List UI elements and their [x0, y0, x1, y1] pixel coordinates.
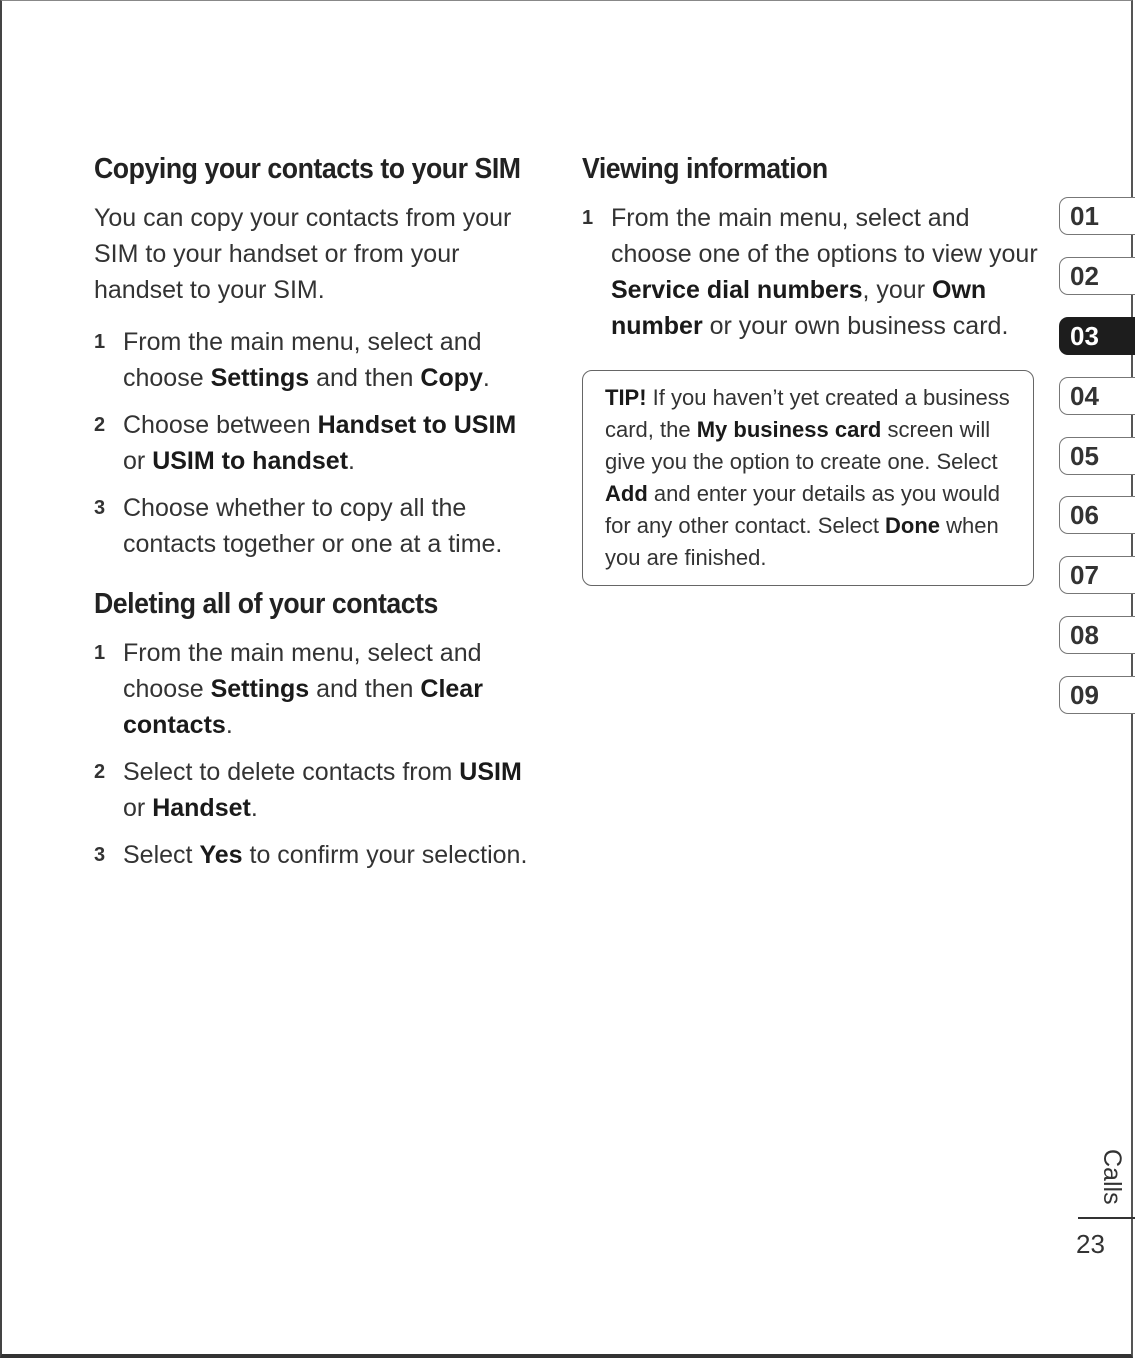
step-bold-text: Own number [611, 276, 987, 340]
step-bold-text: Yes [199, 841, 243, 869]
step-bold-text: Service dial numbers [611, 276, 863, 304]
delete-steps-list [94, 635, 544, 873]
footer-divider [1078, 1217, 1135, 1219]
step-text: Select [123, 841, 200, 869]
chapter-tab-03[interactable]: 03 [1059, 317, 1135, 355]
tip-text: If you haven’t yet created a business card, the [605, 385, 1010, 442]
step-number: 1 [582, 207, 594, 229]
section-deleting [94, 588, 544, 873]
tip-text: when you are finished. [605, 513, 999, 570]
step-bold-text: USIM [459, 758, 522, 786]
step-text: . [348, 447, 355, 475]
step-number: 2 [94, 761, 106, 783]
step-text: or your own business card. [702, 312, 1009, 340]
chapter-tab-05[interactable]: 05 [1059, 437, 1135, 475]
step-text: Choose between [123, 411, 318, 439]
tip-text: screen will give you the option to create one. Select [605, 417, 998, 474]
tip-bold-text: Add [605, 481, 648, 506]
section-heading-deleting: Deleting all of your contacts [94, 588, 438, 620]
left-column [94, 153, 544, 884]
step-text: . [250, 794, 258, 822]
tip-label: TIP! [605, 385, 647, 410]
step-number: 3 [94, 497, 106, 519]
chapter-tab-07[interactable]: 07 [1059, 556, 1135, 594]
section-heading-viewing: Viewing information [582, 153, 828, 185]
chapter-tab-06[interactable]: 06 [1059, 496, 1135, 534]
list-item [94, 407, 544, 479]
list-item [94, 490, 544, 562]
list-item [94, 635, 544, 743]
chapter-tab-01[interactable]: 01 [1059, 197, 1135, 235]
step-bold-text: Copy [420, 364, 483, 392]
step-text: and then [309, 364, 421, 392]
right-column [582, 153, 1042, 586]
tip-bold-text: My business card [696, 417, 882, 442]
step-bold-text: Settings [210, 364, 310, 392]
step-number: 2 [94, 414, 106, 436]
chapter-tab-04[interactable]: 04 [1059, 377, 1135, 415]
step-bold-text: Handset to USIM [317, 411, 517, 439]
copy-steps-list [94, 324, 544, 562]
step-text: . [482, 364, 490, 392]
page-number: 23 [1076, 1229, 1105, 1259]
step-bold-text: Clear contacts [123, 675, 483, 739]
step-bold-text: USIM to handset [152, 447, 349, 475]
step-text: Select to delete contacts from [123, 758, 460, 786]
list-item [94, 837, 544, 873]
step-number: 1 [94, 642, 106, 664]
step-text: or [123, 447, 153, 475]
tip-text: and enter your details as you would for any other contact. Select [605, 481, 1000, 538]
section-heading-copying: Copying your contacts to your SIM [94, 153, 521, 185]
step-text: , your [862, 276, 932, 304]
step-text: From the main menu, select and choose [123, 639, 482, 703]
section-intro: You can copy your contacts from your SIM to your handset or from your handset to your SIM. [94, 204, 512, 304]
step-text: or [123, 794, 153, 822]
chapter-tab-08[interactable]: 08 [1059, 616, 1135, 654]
tip-box [582, 370, 1034, 586]
step-number: 1 [94, 331, 106, 353]
step-bold-text: Settings [210, 675, 310, 703]
step-text: . [225, 711, 233, 739]
step-text: and then [309, 675, 421, 703]
section-label: Calls [1098, 1149, 1126, 1205]
list-item [582, 200, 1042, 344]
step-text: to confirm your selection. [242, 841, 528, 869]
step-bold-text: Handset [152, 794, 251, 822]
viewing-steps-list [582, 200, 1042, 344]
step-number: 3 [94, 844, 106, 866]
list-item [94, 754, 544, 826]
step-text: From the main menu, select and choose one of the options to view your [611, 204, 1038, 268]
step-text: Choose whether to copy all the contacts together or one at a time. [123, 494, 503, 558]
tip-bold-text: Done [885, 513, 941, 538]
chapter-tab-02[interactable]: 02 [1059, 257, 1135, 295]
list-item [94, 324, 544, 396]
step-text: From the main menu, select and choose [123, 328, 482, 392]
chapter-tab-09[interactable]: 09 [1059, 676, 1135, 714]
